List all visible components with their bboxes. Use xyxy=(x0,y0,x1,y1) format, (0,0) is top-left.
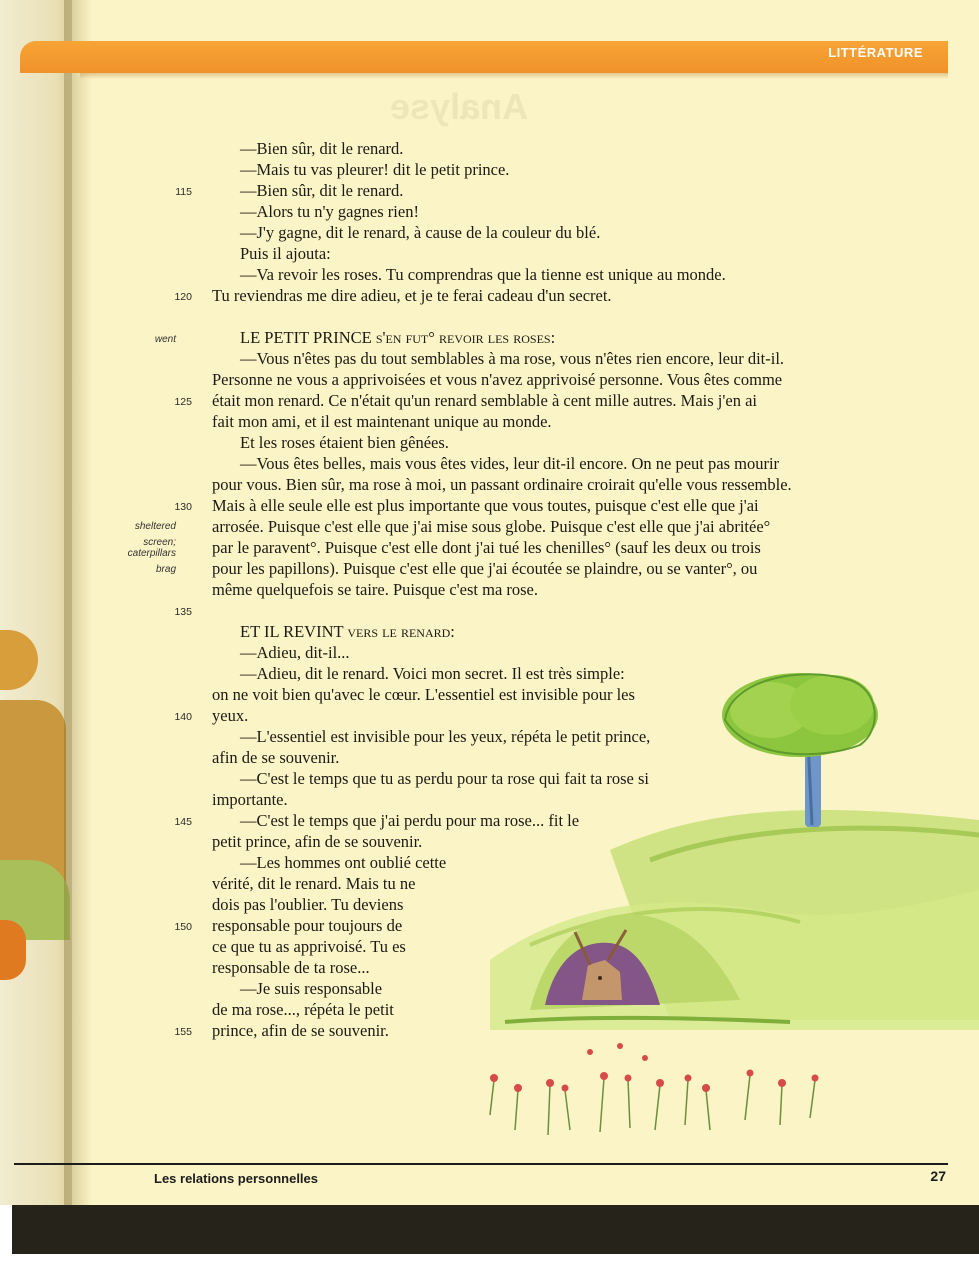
gutter-shadow xyxy=(64,0,92,1205)
footer-chapter-title: Les relations personnelles xyxy=(154,1171,319,1186)
text-line: —Je suis responsable xyxy=(240,979,383,998)
margin-gloss: sheltered xyxy=(134,521,176,532)
line-number: 140 xyxy=(174,711,192,723)
text-line: —Vous n'êtes pas du tout semblables à ma rose, vous n'êtes rien encore, leur dit-il. xyxy=(240,349,785,368)
text-line: responsable de ta rose... xyxy=(212,958,370,977)
text-line: —Va revoir les roses. Tu comprendras que la tienne est unique au monde. xyxy=(240,265,726,284)
line-number: 115 xyxy=(175,186,192,198)
text-line: par le paravent°. Puisque c'est elle dont j'ai tué les chenilles° (sauf les deux ou trois xyxy=(212,538,761,557)
text-line: même quelquefois se taire. Puisque c'est ma rose. xyxy=(212,580,539,599)
text-line: prince, afin de se souvenir. xyxy=(212,1021,389,1040)
flower-blossoms xyxy=(490,1043,819,1092)
text-line: Mais à elle seule elle est plus importante que vous toutes, puisque c'est elle que j'ai xyxy=(212,496,759,515)
text-line: —C'est le temps que j'ai perdu pour ma rose... fit le xyxy=(240,811,580,830)
text-line: —Adieu, dit-il... xyxy=(240,643,350,662)
line-number: 130 xyxy=(174,501,192,513)
text-line: yeux. xyxy=(212,706,249,725)
text-line: —Vous êtes belles, mais vous êtes vides, leur dit-il encore. On ne peut pas mourir xyxy=(240,454,780,473)
text-line: ET IL REVINT vers le renard: xyxy=(240,622,455,641)
text-line: pour les papillons). Puisque c'est elle que j'ai écoutée se plaindre, ou se vanter°, ou xyxy=(212,559,758,578)
text-line: importante. xyxy=(212,790,288,809)
text-line: —L'essentiel est invisible pour les yeux, répéta le petit prince, xyxy=(240,727,651,746)
show-through-text: Analyse xyxy=(390,86,529,127)
text-line: —C'est le temps que tu as perdu pour ta rose qui fait ta rose si xyxy=(240,769,649,788)
margin-gloss: went xyxy=(154,334,176,345)
text-line: on ne voit bien qu'avec le cœur. L'essentiel est invisible pour les xyxy=(212,685,635,704)
text-line: —Les hommes ont oublié cette xyxy=(240,853,447,872)
page-number: 27 xyxy=(930,1168,946,1184)
line-number: 155 xyxy=(174,1026,192,1038)
footer-rule xyxy=(14,1163,948,1165)
text-line: ce que tu as apprivoisé. Tu es xyxy=(212,937,406,956)
section-label: LITTÉRATURE xyxy=(828,45,923,60)
line-number: 125 xyxy=(174,396,192,408)
text-line: était mon renard. Ce n'était qu'un renard semblable à cent mille autres. Mais j'en ai xyxy=(212,391,757,410)
text-line: de ma rose..., répéta le petit xyxy=(212,1000,394,1019)
line-number: 135 xyxy=(174,606,192,618)
text-line: Tu reviendras me dire adieu, et je te ferai cadeau d'un secret. xyxy=(212,286,612,305)
watercolor-illustration xyxy=(470,660,979,1170)
text-line: vérité, dit le renard. Mais tu ne xyxy=(212,874,416,893)
text-line: —Adieu, dit le renard. Voici mon secret. Il est très simple: xyxy=(240,664,625,683)
text-line: —Bien sûr, dit le renard. xyxy=(240,181,404,200)
text-line: responsable pour toujours de xyxy=(212,916,403,935)
text-line: dois pas l'oublier. Tu deviens xyxy=(212,895,404,914)
margin-gloss: brag xyxy=(155,564,176,575)
header-band-shadow xyxy=(80,73,948,79)
text-line: —Alors tu n'y gagnes rien! xyxy=(240,202,419,221)
text-line: petit prince, afin de se souvenir. xyxy=(212,832,423,851)
text-line: pour vous. Bien sûr, ma rose à moi, un passant ordinaire croirait qu'elle vous ressemble. xyxy=(212,475,792,494)
line-number: 150 xyxy=(174,921,192,933)
text-line: LE PETIT PRINCE s'en fut° revoir les roses: xyxy=(240,328,556,347)
text-line: Puis il ajouta: xyxy=(240,244,331,263)
line-number: 120 xyxy=(174,291,192,303)
margin-gloss: screen; xyxy=(143,537,176,548)
flowers xyxy=(490,1075,815,1135)
scan-bottom-edge xyxy=(12,1205,979,1254)
text-line: —J'y gagne, dit le renard, à cause de la couleur du blé. xyxy=(240,223,601,242)
text-line: afin de se souvenir. xyxy=(212,748,340,767)
text-line: fait mon ami, et il est maintenant unique au monde. xyxy=(212,412,552,431)
line-number: 145 xyxy=(174,816,192,828)
text-line: Et les roses étaient bien gênées. xyxy=(240,433,449,452)
text-line: —Mais tu vas pleurer! dit le petit prince. xyxy=(240,160,510,179)
previous-page-illustration xyxy=(0,630,38,690)
previous-page-illustration xyxy=(0,920,26,980)
text-line: arrosée. Puisque c'est elle que j'ai mise sous globe. Puisque c'est elle que j'ai abritée° xyxy=(212,517,771,536)
text-line: —Bien sûr, dit le renard. xyxy=(240,139,404,158)
margin-gloss: caterpillars xyxy=(127,548,176,559)
tree-canopy xyxy=(790,675,874,735)
text-line: Personne ne vous a apprivoisées et vous n'avez apprivoisé personne. Vous êtes comme xyxy=(212,370,783,389)
section-header-band xyxy=(20,41,948,73)
